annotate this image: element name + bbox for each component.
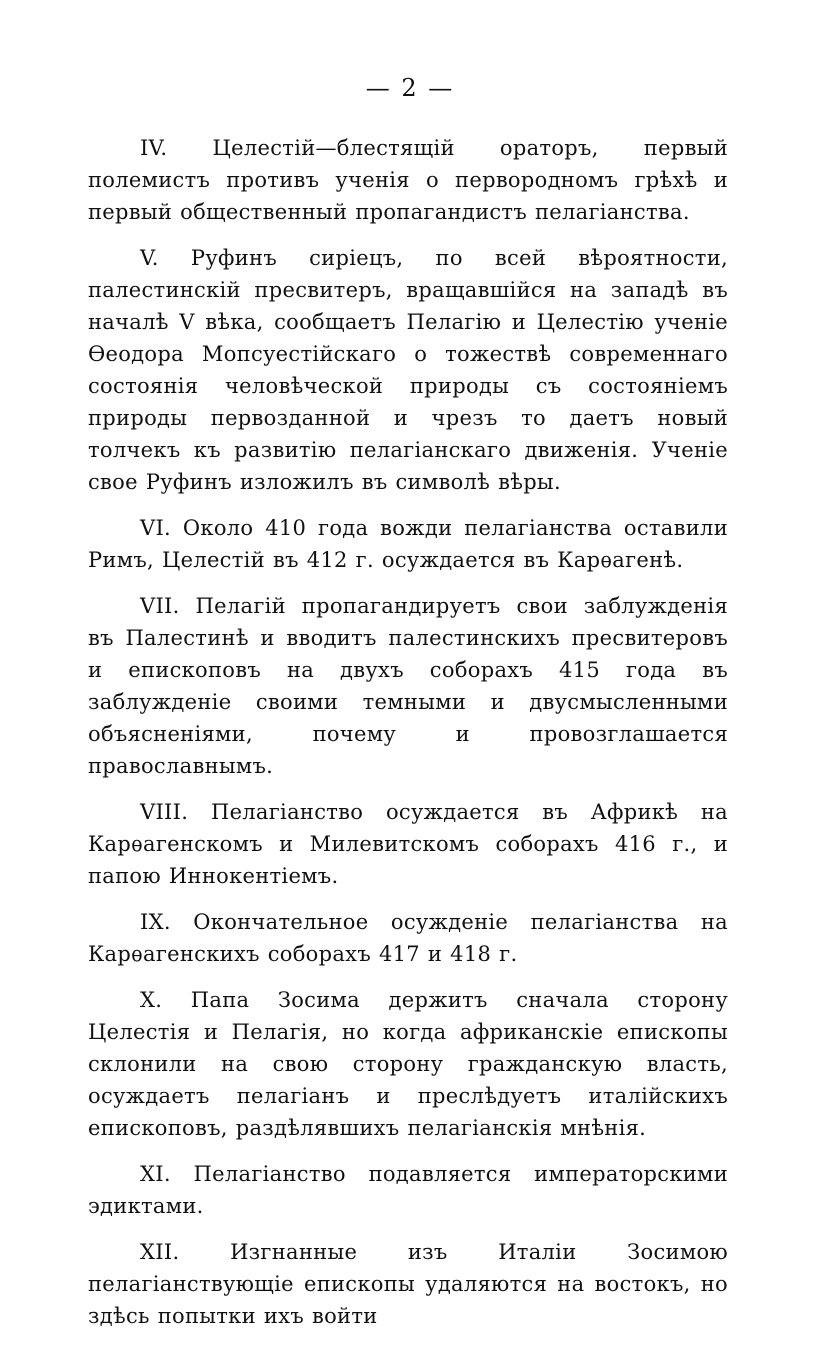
paragraph-x: X. Папа Зосима держитъ сначала сторону Целестія и Пелагія, но когда африканскіе епископы склонили на свою сторону гражданскую власть, осуждаетъ пелагіанъ и преслѣдуетъ италійскихъ епископовъ, раздѣлявшихъ пелагіанскія мнѣнія. bbox=[88, 988, 728, 1140]
paragraph-iv: IV. Целестій—блестящій ораторъ, первый полемистъ противъ ученія о первородномъ грѣхѣ и первый общественный пропагандистъ пелагіанства. bbox=[88, 136, 728, 224]
paragraph-v: V. Руфинъ сиріецъ, по всей вѣроятности, палестинскій пресвитеръ, вращавшійся на западѣ въ началѣ V вѣка, сообщаетъ Пелагію и Целестію ученіе Ѳеодора Мопсуестійскаго о тожествѣ современнаго состоянія человѣческой природы съ состояніемъ природы первозданной и чрезъ то даетъ новый толчекъ къ развитію пелагіанскаго движенія. Ученіе свое Руфинъ изложилъ въ символѣ вѣры. bbox=[88, 246, 728, 494]
paragraph-xi: XI. Пелагіанство подавляется императорскими эдиктами. bbox=[88, 1162, 728, 1218]
body-text bbox=[88, 132, 728, 1346]
paragraph-xii: XII. Изгнанные изъ Италіи Зосимою пелагіанствующіе епископы удаляются на востокъ, но здѣсь попытки ихъ войти bbox=[88, 1240, 728, 1328]
paragraph-vi: VI. Около 410 года вожди пелагіанства оставили Римъ, Целестій въ 412 г. осуждается въ Карѳагенѣ. bbox=[88, 516, 728, 572]
paragraph-viii: VIII. Пелагіанство осуждается въ Африкѣ на Карѳагенскомъ и Милевитскомъ соборахъ 416 г., и папою Иннокентіемъ. bbox=[88, 800, 728, 888]
paragraph-vii: VII. Пелагій пропагандируетъ свои заблужденія въ Палестинѣ и вводитъ палестинскихъ пресвитеровъ и епископовъ на двухъ соборахъ 415 года въ заблужденіе своими темными и двусмысленными объясненіями, почему и провозглашается православнымъ. bbox=[88, 594, 728, 778]
page-number: — 2 — bbox=[365, 74, 455, 102]
paragraph-ix: IX. Окончательное осужденіе пелагіанства на Карѳагенскихъ соборахъ 417 и 418 г. bbox=[88, 910, 728, 966]
